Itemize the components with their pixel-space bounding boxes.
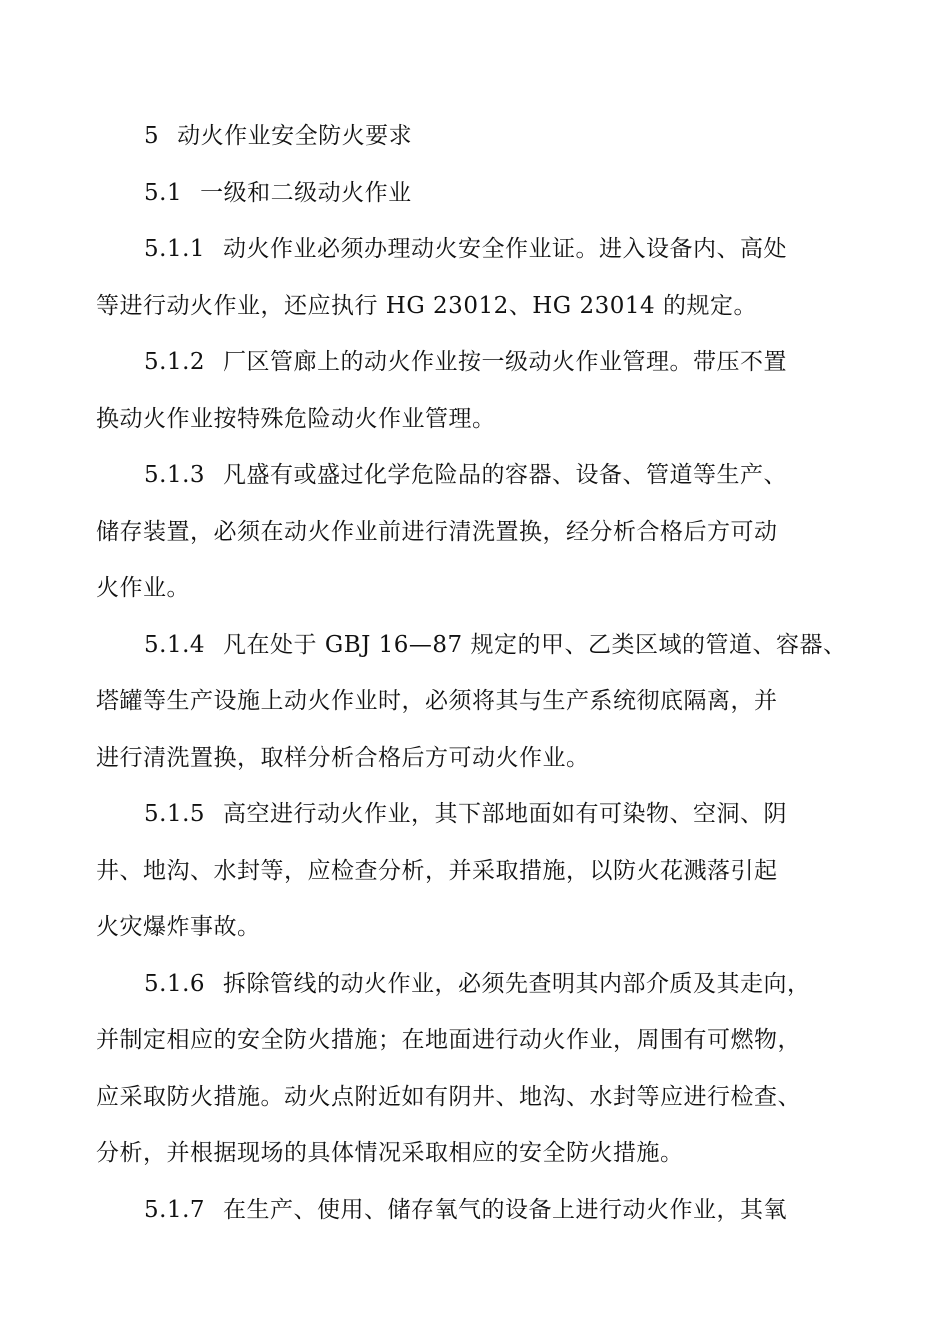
clause-line: 应采取防火措施。动火点附近如有阴井、地沟、水封等应进行检查、: [96, 1083, 801, 1110]
clause-line: 火作业。: [96, 575, 190, 601]
clause-text: 动火作业必须办理动火安全作业证。进入设备内、高处: [223, 236, 788, 262]
clause-number: 5.1.1: [144, 236, 206, 262]
clause-line: [96, 447, 856, 504]
clause-line: 火灾爆炸事故。: [96, 914, 261, 940]
clause-line: 等进行动火作业，还应执行 HG 23012、HG 23014 的规定。: [96, 292, 757, 319]
clause-number: 5.1.3: [144, 462, 206, 488]
clause-line: 换动火作业按特殊危险动火作业管理。: [96, 405, 496, 432]
clause-text: 拆除管线的动火作业，必须先查明其内部介质及其走向，: [223, 970, 811, 997]
clause-text: 凡盛有或盛过化学危险品的容器、设备、管道等生产、: [223, 462, 788, 488]
clause-line: 塔罐等生产设施上动火作业时，必须将其与生产系统彻底隔离，并: [96, 688, 778, 714]
clause-line: [96, 221, 856, 278]
clause-number: 5.1.4: [144, 631, 206, 658]
clause-text: 厂区管廊上的动火作业按一级动火作业管理。带压不置: [223, 349, 788, 375]
document-body: [96, 108, 856, 1238]
clause-number: 5.1.7: [144, 1196, 206, 1223]
section-title: 动火作业安全防火要求: [177, 123, 413, 149]
clause-line: [96, 617, 856, 674]
subsection-number: 5.1: [144, 179, 183, 206]
clause-line: 储存装置，必须在动火作业前进行清洗置换，经分析合格后方可动: [96, 518, 778, 545]
clause-line: 井、地沟、水封等，应检查分析，并采取措施，以防火花溅落引起: [96, 857, 778, 884]
clause-number: 5.1.2: [144, 349, 206, 375]
clause-line: 进行清洗置换，取样分析合格后方可动火作业。: [96, 744, 590, 771]
clause-text: 凡在处于 GBJ 16—87 规定的甲、乙类区域的管道、容器、: [223, 631, 847, 658]
clause-text: 在生产、使用、储存氧气的设备上进行动火作业，其氧: [223, 1196, 788, 1223]
clause-line: 分析，并根据现场的具体情况采取相应的安全防火措施。: [96, 1140, 684, 1166]
clause-number: 5.1.5: [144, 801, 206, 827]
clause-line: [96, 1182, 856, 1239]
clause-line: 并制定相应的安全防火措施；在地面进行动火作业，周围有可燃物，: [96, 1027, 801, 1053]
clause-number: 5.1.6: [144, 970, 206, 997]
clause-line: [96, 334, 856, 391]
section-number: 5: [144, 123, 160, 149]
clause-text: 高空进行动火作业，其下部地面如有可染物、空洞、阴: [223, 801, 788, 827]
clause-line: [96, 786, 856, 843]
subsection-title: 一级和二级动火作业: [200, 179, 412, 206]
section-heading: [96, 108, 856, 165]
subsection-heading: [96, 165, 856, 222]
clause-line: [96, 956, 856, 1013]
